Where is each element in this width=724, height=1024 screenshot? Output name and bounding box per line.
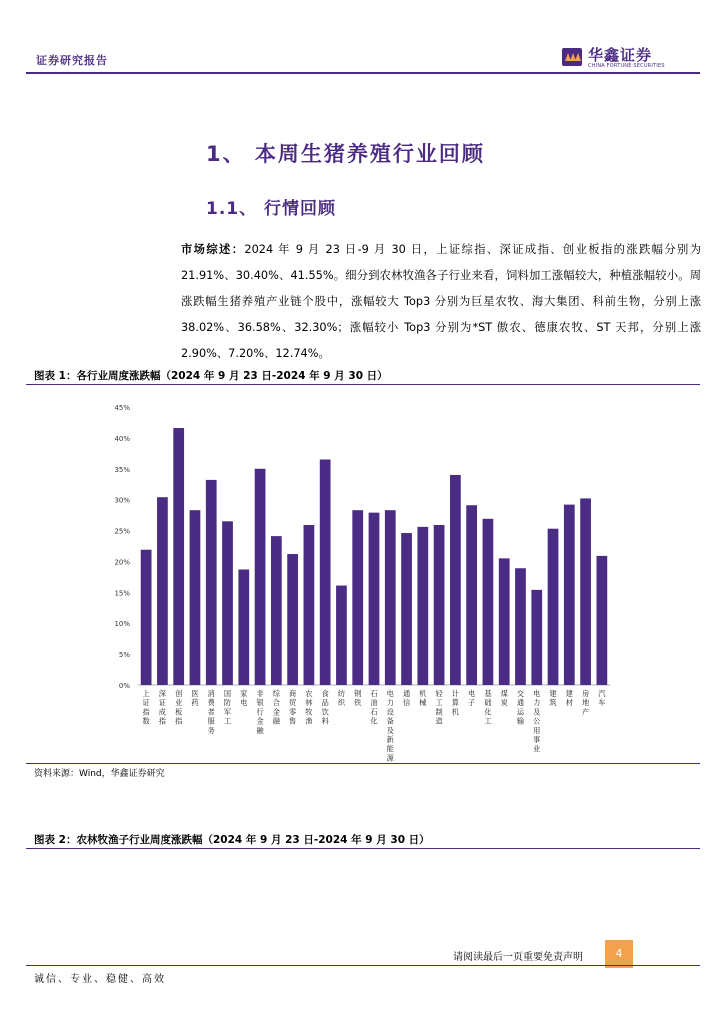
bar	[190, 510, 201, 685]
market-summary-paragraph	[181, 237, 701, 367]
bar	[385, 510, 396, 685]
y-tick-label: 0%	[118, 682, 130, 690]
bar	[255, 469, 266, 685]
y-tick-label: 45%	[114, 404, 130, 412]
company-logo	[562, 44, 702, 72]
bar	[483, 519, 494, 685]
bar	[499, 558, 510, 685]
chart-bars	[141, 428, 607, 685]
bar	[434, 525, 445, 685]
bar	[141, 550, 152, 685]
x-tick-label: 交通运输	[516, 689, 525, 726]
x-tick-label: 医药	[191, 689, 199, 708]
y-tick-label: 5%	[118, 651, 130, 660]
x-tick-label: 电力设备及新能源	[386, 689, 394, 763]
company-motto: 诚信、专业、稳健、高效	[34, 974, 166, 985]
figure1-source: 资料来源：Wind，华鑫证券研究	[34, 769, 165, 779]
x-tick-label: 机械	[419, 689, 427, 708]
x-tick-label: 非银行金融	[256, 689, 264, 735]
figure1-title: 图表 1：各行业周度涨跌幅（2024 年 9 月 23 日-2024 年 9 月 30 日）	[34, 370, 388, 382]
y-tick-label: 30%	[114, 496, 130, 505]
industry-weekly-change-chart	[100, 395, 620, 765]
bar	[596, 556, 607, 685]
x-tick-label: 计算机	[451, 689, 459, 717]
figure2-top-rule	[26, 848, 700, 849]
subsection-heading: 1.1、 行情回顾	[206, 199, 337, 219]
y-tick-label: 15%	[114, 589, 130, 598]
bar	[157, 497, 168, 685]
bar	[564, 505, 575, 685]
x-tick-label: 石油石化	[370, 689, 378, 726]
y-tick-label: 40%	[114, 434, 130, 443]
bar	[271, 536, 282, 685]
x-tick-label: 基础化工	[484, 689, 492, 726]
bar	[515, 568, 526, 685]
header-divider	[26, 72, 700, 74]
x-tick-label: 上证指数	[142, 689, 150, 726]
x-tick-label: 农林牧渔	[305, 689, 313, 726]
figure1-top-rule	[26, 384, 700, 385]
x-tick-label: 电子	[468, 689, 476, 708]
bar	[336, 586, 347, 685]
page-number: 4	[605, 940, 633, 968]
bar	[450, 475, 461, 685]
report-type-label: 证券研究报告	[36, 54, 108, 67]
logo-name-cn: 华鑫证券	[588, 46, 653, 64]
chart-x-labels	[143, 689, 606, 762]
bar	[287, 554, 298, 685]
x-tick-label: 家电	[240, 689, 248, 708]
bar	[580, 498, 591, 685]
x-tick-label: 建材	[565, 689, 573, 708]
x-tick-label: 煤炭	[500, 689, 508, 708]
bar	[466, 505, 477, 685]
x-tick-label: 消费者服务	[207, 689, 215, 735]
bar	[352, 510, 363, 685]
figure1-bottom-rule	[26, 763, 700, 764]
x-tick-label: 钢铁	[354, 689, 362, 708]
market-summary-body: 2024 年 9 月 23 日-9 月 30 日，上证综指、深证成指、创业板指的涨跌幅分别为 21.91%、30.40%、41.55%。细分到农林牧渔各子行业来看，饲料加工涨幅较大，种植涨幅较小。周涨跌幅生猪养殖产业链个股中，涨幅较大 Top3 分别为巨星农牧、海大集团、科前生物，分别上涨 38.02%、36.58%、32.30%；涨幅较小 Top3 分别为*ST 傲农、德康农牧、ST 天邦，分别上涨 2.90%、7.20%、12.74%。	[181, 243, 701, 360]
logo-mark-icon	[562, 48, 582, 66]
bar	[369, 513, 380, 685]
x-tick-label: 创业板指	[175, 689, 183, 726]
bar	[173, 428, 184, 685]
logo-name-en: CHINA FORTUNE SECURITIES	[588, 63, 665, 69]
x-tick-label: 深证成指	[158, 689, 167, 726]
figure2-title: 图表 2：农林牧渔子行业周度涨跌幅（2024 年 9 月 23 日-2024 年 9 月 30 日）	[34, 834, 430, 846]
bar	[304, 525, 315, 685]
bar	[206, 480, 217, 685]
bar	[531, 590, 542, 685]
x-tick-label: 房地产	[581, 689, 590, 717]
bar	[222, 521, 233, 685]
bar	[320, 460, 331, 685]
y-tick-label: 35%	[114, 465, 130, 474]
y-tick-label: 25%	[114, 527, 130, 536]
x-tick-label: 轻工制造	[435, 689, 443, 726]
bar	[238, 569, 249, 685]
market-summary-lead: 市场综述：	[181, 243, 245, 256]
footer-divider	[26, 965, 700, 966]
x-tick-label: 商贸零售	[289, 689, 297, 726]
y-tick-label: 20%	[114, 558, 130, 567]
bar	[417, 527, 428, 685]
x-tick-label: 食品饮料	[321, 689, 329, 726]
bar	[548, 529, 559, 685]
bar	[401, 533, 412, 685]
x-tick-label: 综合金融	[272, 689, 280, 726]
x-tick-label: 国防军工	[223, 689, 232, 726]
x-tick-label: 纺织	[337, 689, 346, 708]
x-tick-label: 汽车	[598, 689, 606, 708]
x-tick-label: 电力及公用事业	[533, 689, 541, 754]
section-heading: 1、 本周生猪养殖行业回顾	[206, 142, 485, 166]
x-tick-label: 通信	[402, 689, 411, 708]
y-tick-label: 10%	[114, 620, 130, 629]
disclaimer-note: 请阅读最后一页重要免责声明	[453, 952, 583, 963]
x-tick-label: 建筑	[549, 689, 557, 708]
